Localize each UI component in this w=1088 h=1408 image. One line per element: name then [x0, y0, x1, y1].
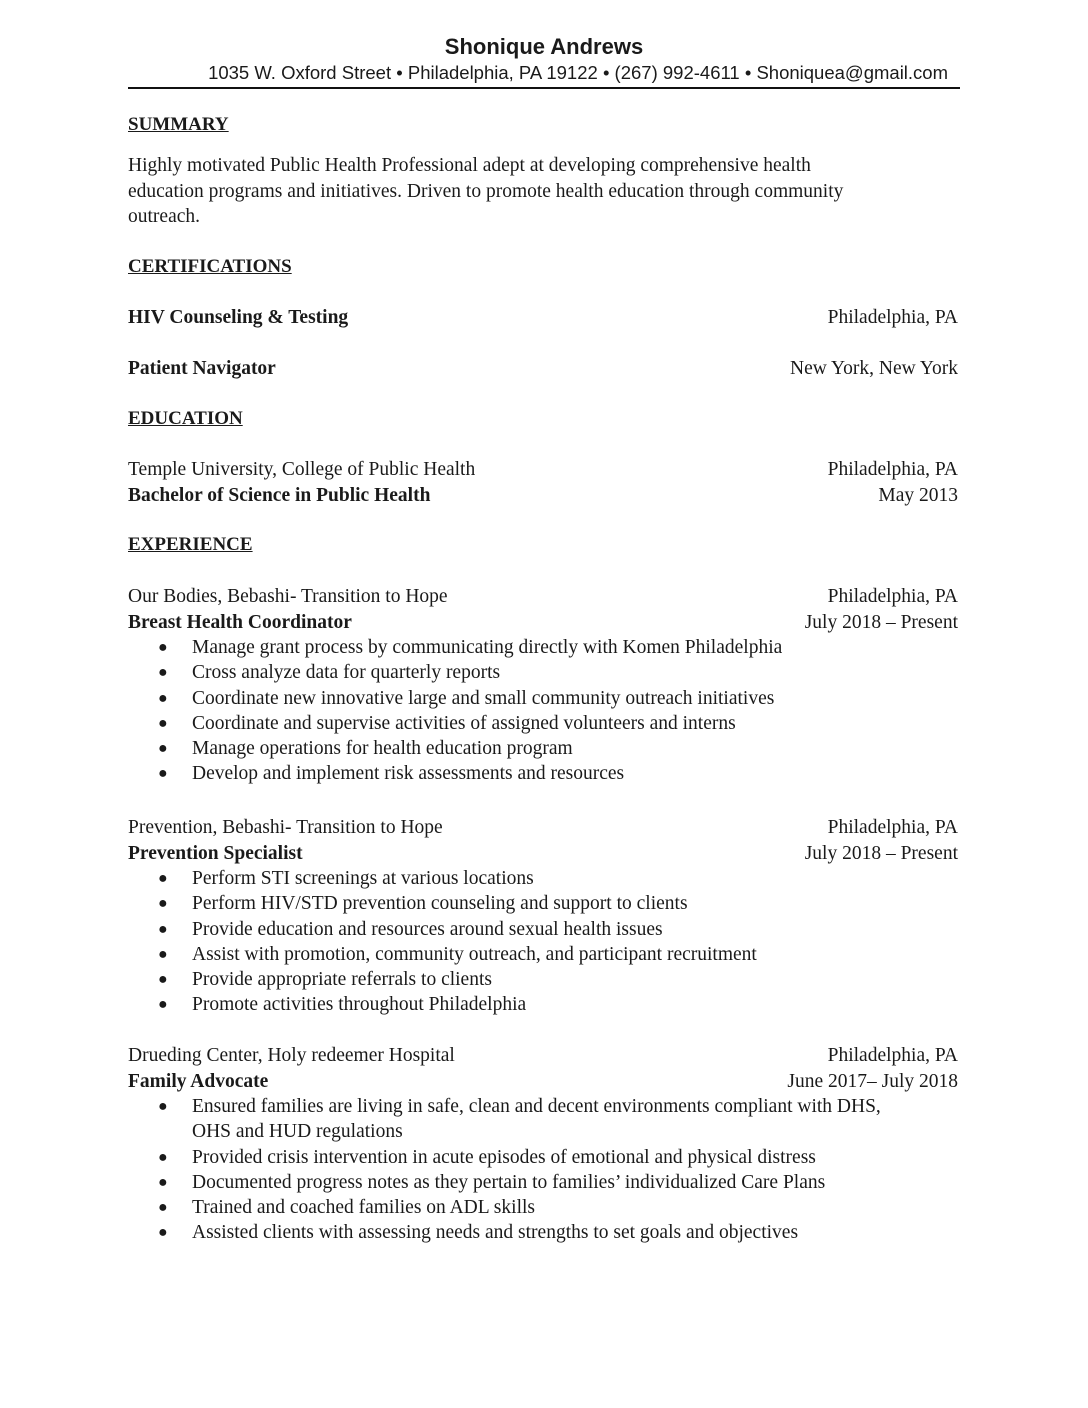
job-entry [128, 815, 958, 1018]
certification-location: New York, New York [790, 358, 958, 379]
bullet-dot-icon: ● [158, 971, 168, 989]
job-bullets [128, 635, 958, 787]
bullet-dot-icon: ● [158, 895, 168, 913]
certification-item [128, 356, 958, 382]
job-title-row [128, 610, 958, 636]
summary-line: Highly motivated Public Health Professional adept at developing comprehensive health [128, 155, 811, 176]
job-title-row [128, 841, 958, 867]
summary-text [128, 153, 958, 230]
certification-item [128, 305, 958, 331]
education-location: Philadelphia, PA [827, 459, 958, 480]
bullet-item: ● Coordinate and supervise activities of assigned volunteers and interns [128, 711, 958, 736]
bullet-dot-icon: ● [158, 920, 168, 938]
education-school-row [128, 457, 958, 483]
job-dates: June 2017– July 2018 [787, 1070, 958, 1092]
bullet-dot-icon: ● [158, 740, 168, 758]
certification-title: HIV Counseling & Testing [128, 307, 349, 328]
job-dates: July 2018 – Present [804, 611, 958, 633]
bullet-dot-icon: ● [158, 870, 168, 887]
bullet-item: ● Provided crisis intervention in acute episodes of emotional and physical distress [128, 1145, 958, 1170]
job-bullets [128, 1094, 958, 1246]
education-degree-row [128, 483, 958, 509]
candidate-name: Shonique Andrews [444, 34, 644, 59]
job-location: Philadelphia, PA [827, 586, 958, 607]
bullet-dot-icon: ● [158, 714, 168, 732]
job-title: Breast Health Coordinator [128, 611, 352, 633]
summary-line: outreach. [128, 206, 201, 227]
bullet-item: ● Coordinate new innovative large and small community outreach initiatives [128, 686, 958, 711]
job-title: Prevention Specialist [128, 842, 303, 864]
bullet-dot-icon: ● [158, 689, 168, 707]
bullet-item: ● Documented progress notes as they pertain to families’ individualized Care Plans [128, 1170, 958, 1195]
job-org-row [128, 1043, 958, 1069]
header-divider [128, 87, 960, 89]
bullet-dot-icon: ● [158, 1173, 168, 1191]
summary-heading: SUMMARY [128, 114, 229, 135]
bullet-item: ● Manage grant process by communicating directly with Komen Philadelphia [128, 635, 958, 660]
summary-line: education programs and initiatives. Driven to promote health education through community [128, 180, 844, 202]
bullet-item: ● Promote activities throughout Philadelphia [128, 992, 958, 1017]
bullet-item-continuation: OHS and HUD regulations [192, 1121, 403, 1143]
bullet-dot-icon: ● [158, 1098, 168, 1115]
job-entry [128, 1043, 958, 1246]
job-entry [128, 584, 958, 787]
job-title: Family Advocate [128, 1070, 269, 1092]
bullet-item: ● Provide appropriate referrals to clients [128, 967, 958, 992]
certifications-heading: CERTIFICATIONS [128, 256, 292, 277]
bullet-item: ● Develop and implement risk assessments and resources [128, 761, 958, 786]
certification-location: Philadelphia, PA [827, 307, 958, 328]
bullet-dot-icon: ● [158, 945, 168, 963]
bullet-item: ● Provide education and resources around sexual health issues [128, 917, 958, 942]
bullet-dot-icon: ● [158, 1224, 168, 1242]
job-org: Prevention, Bebashi- Transition to Hope [128, 817, 443, 838]
job-title-row [128, 1069, 958, 1095]
certification-title: Patient Navigator [128, 358, 276, 379]
education-heading: EDUCATION [128, 408, 243, 429]
bullet-dot-icon: ● [158, 996, 168, 1014]
job-org-row [128, 815, 958, 841]
job-org: Our Bodies, Bebashi- Transition to Hope [128, 586, 448, 607]
education-degree: Bachelor of Science in Public Health [128, 485, 431, 506]
bullet-dot-icon: ● [158, 765, 168, 783]
bullet-item: ● Ensured families are living in safe, clean and decent environments compliant with DHS, [128, 1094, 958, 1119]
contact-line: 1035 W. Oxford Street • Philadelphia, PA 19122 • (267) 992-4611 • Shoniquea@gmail.com [208, 62, 948, 83]
bullet-item: ● Assisted clients with assessing needs and strengths to set goals and objectives [128, 1220, 958, 1245]
job-location: Philadelphia, PA [827, 1045, 958, 1066]
experience-heading: EXPERIENCE [128, 534, 253, 555]
bullet-item: ● Cross analyze data for quarterly reports [128, 660, 958, 685]
job-dates: July 2018 – Present [804, 842, 958, 864]
bullet-item: ● Perform HIV/STD prevention counseling and support to clients [128, 891, 958, 916]
job-bullets [128, 866, 958, 1018]
bullet-dot-icon: ● [158, 664, 168, 682]
bullet-item: ● Manage operations for health education program [128, 736, 958, 761]
education-school: Temple University, College of Public Health [128, 459, 476, 480]
bullet-item: ● Perform STI screenings at various locations [128, 866, 958, 891]
job-location: Philadelphia, PA [827, 817, 958, 838]
education-date: May 2013 [878, 485, 958, 506]
job-org: Drueding Center, Holy redeemer Hospital [128, 1045, 455, 1066]
bullet-dot-icon: ● [158, 639, 168, 656]
bullet-dot-icon: ● [158, 1148, 168, 1166]
bullet-item: ● Trained and coached families on ADL skills [128, 1195, 958, 1220]
job-org-row [128, 584, 958, 610]
bullet-dot-icon: ● [158, 1199, 168, 1217]
bullet-item: ● Assist with promotion, community outreach, and participant recruitment [128, 942, 958, 967]
